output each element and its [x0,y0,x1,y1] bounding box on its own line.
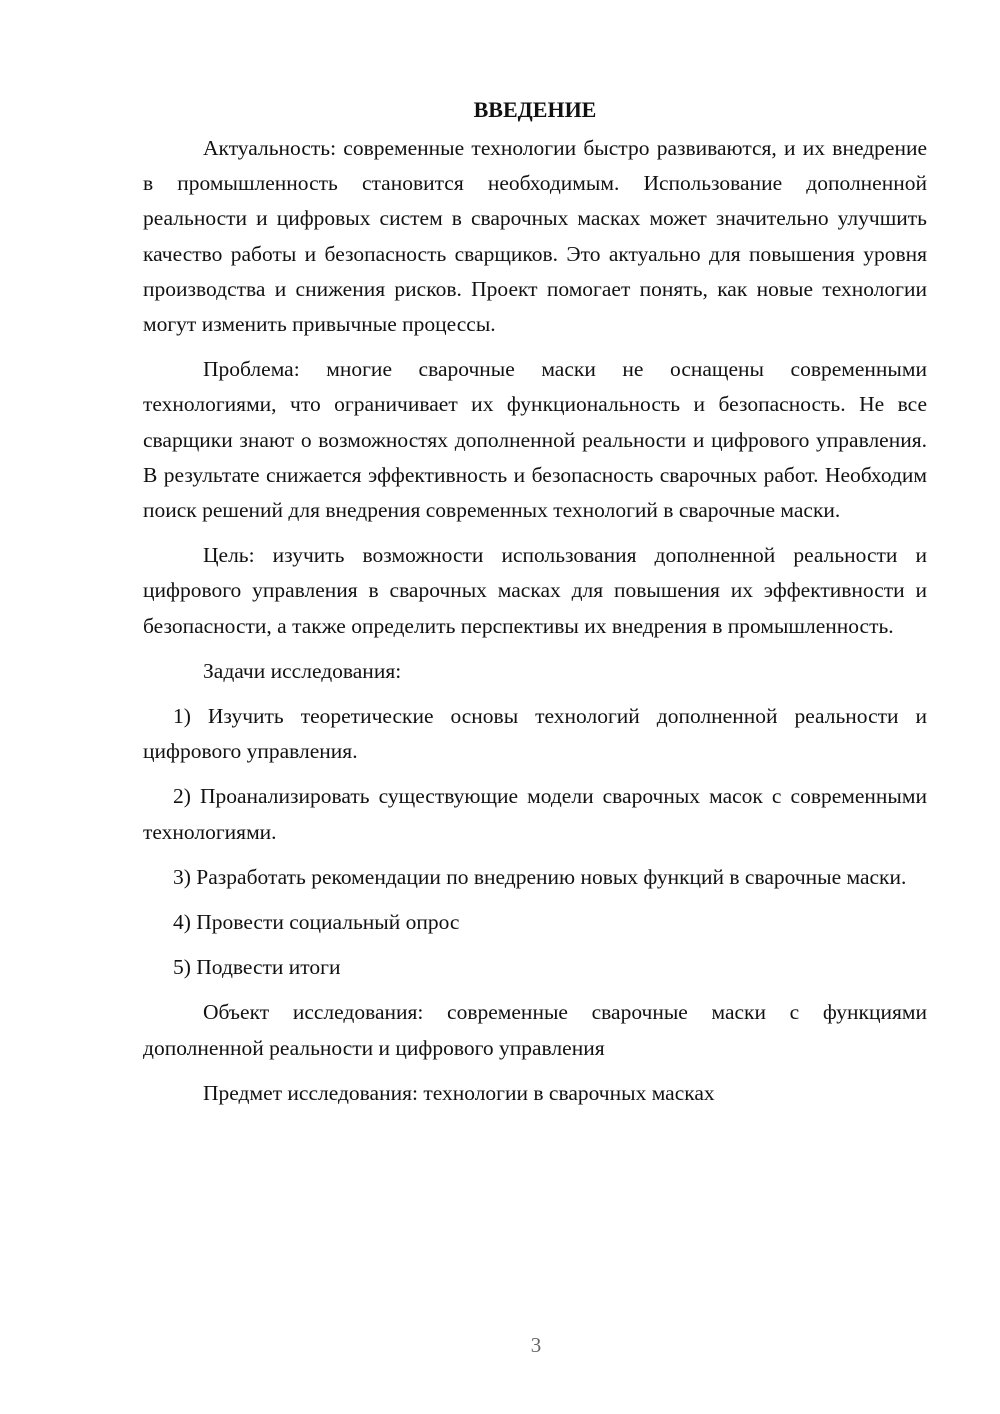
paragraph-problem: Проблема: многие сварочные маски не оснащены современными технологиями, что ограничивает их функциональность и безопасность. Не все сварщики знают о возможностях дополненной реальности и цифрового управления. В результате снижается эффективность и безопасность сварочных работ. Необходим поиск решений для внедрения современных технологий в сварочные маски. [143,357,927,523]
task-item: 2) Проанализировать существующие модели сварочных масок с современными технологиями. [143,784,927,844]
paragraph-tasks-intro: Задачи исследования: [203,658,402,683]
paragraph-relevance: Актуальность: современные технологии быстро развиваются, и их внедрение в промышленность становится необходимым. Использование дополненной реальности и цифровых систем в сварочных масках может значительно улучшить качество работы и безопасность сварщиков. Это актуально для повышения уровня производства и снижения рисков. Проект помогает понять, как новые технологии могут изменить привычные процессы. [143,136,927,337]
section-heading: ВВЕДЕНИЕ [473,97,597,122]
paragraph-goal: Цель: изучить возможности использования дополненной реальности и цифрового управления в сварочных масках для повышения их эффективности и безопасности, а также определить перспективы их внедрения в промышленность. [143,543,927,638]
document-body [143,92,927,1121]
task-item: 5) Подвести итоги [173,955,341,980]
task-item: 4) Провести социальный опрос [173,910,460,935]
paragraph-subject: Предмет исследования: технологии в сварочных масках [203,1080,715,1105]
task-item: 3) Разработать рекомендации по внедрению новых функций в сварочные маски. [173,864,907,889]
task-item: 1) Изучить теоретические основы технологий дополненной реальности и цифрового управления. [143,704,927,764]
paragraph-object: Объект исследования: современные сварочные маски с функциями дополненной реальности и цифрового управления [143,1000,927,1060]
page-number: 3 [530,1333,542,1357]
